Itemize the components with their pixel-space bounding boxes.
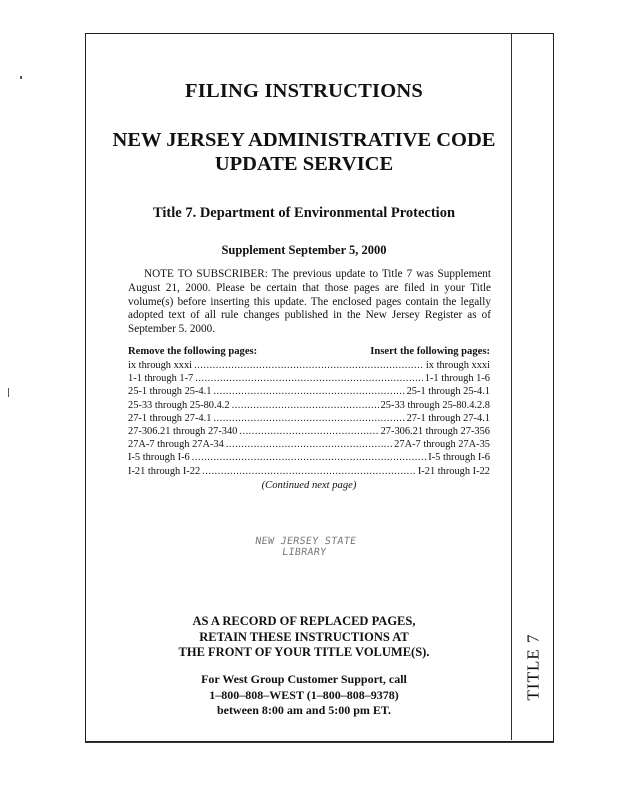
remove-pages: 1-1 through 1-7: [128, 373, 194, 385]
dot-leader: [232, 400, 379, 411]
code-title: [106, 128, 502, 176]
record-line: RETAIN THESE INSTRUCTIONS AT: [199, 629, 409, 644]
continued-note: (Continued next page): [261, 479, 357, 491]
supplement-date: Supplement September 5, 2000: [221, 243, 387, 257]
subscriber-notice: NOTE TO SUBSCRIBER: The previous update to Title 7 was Supplement August 21, 2000. Please be certain that those pages are filed in your Title volume(s) before inserting this update. The enclosed pages contain the legally adopted text of all rule changes published in the New Jersey Register as of September 5. 2000.: [128, 268, 491, 336]
dot-leader: [202, 466, 416, 477]
insert-pages: ix through xxxi: [425, 360, 490, 371]
dot-leader: [213, 413, 404, 424]
dot-leader: [192, 452, 426, 463]
insert-pages: 27-1 through 27-4.1: [406, 412, 490, 424]
insert-pages: I-5 through I-6: [428, 452, 490, 464]
remove-pages: 25-1 through 25-4.1: [128, 386, 212, 398]
table-row: [128, 360, 490, 373]
table-row: [128, 439, 490, 452]
filing-title: FILING INSTRUCTIONS: [185, 80, 423, 102]
code-title-line1: NEW JERSEY ADMINISTRATIVE CODE: [112, 129, 496, 151]
record-instructions: [116, 614, 492, 661]
insert-pages: 1-1 through 1-6: [424, 373, 490, 385]
code-title-line2: UPDATE SERVICE: [214, 153, 394, 175]
scan-speck: [8, 388, 9, 397]
insert-pages: 27-306.21 through 27-356: [380, 425, 490, 437]
bottom-rule: [85, 739, 554, 743]
table-row: [128, 373, 490, 386]
table-row: [128, 413, 490, 426]
record-line: AS A RECORD OF REPLACED PAGES,: [192, 614, 416, 628]
insert-pages: 25-33 through 25-80.4.2.8: [380, 399, 490, 411]
spine-tab: [515, 627, 551, 707]
record-line: THE FRONT OF YOUR TITLE VOLUME(S).: [178, 645, 430, 659]
table-row: [128, 452, 490, 465]
library-stamp: NEW JERSEY STATE LIBRARY: [254, 536, 358, 558]
page-replacement-table: [128, 346, 490, 491]
spine-label: TITLE 7: [523, 633, 543, 701]
dot-leader: [194, 360, 424, 371]
dot-leader: [195, 373, 423, 384]
insert-header: Insert the following pages:: [370, 346, 490, 357]
remove-pages: 27-1 through 27-4.1: [128, 412, 212, 424]
table-header: [128, 346, 490, 360]
insert-pages: 27A-7 through 27A-35: [394, 439, 490, 451]
remove-pages: 27A-7 through 27A-34: [128, 439, 224, 451]
customer-support: [116, 672, 492, 719]
support-phone: 1–800–808–WEST (1–800–808–9378): [209, 687, 399, 702]
table-row: [128, 400, 490, 413]
table-row: [128, 426, 490, 439]
title-heading: Title 7. Department of Environmental Protection: [152, 205, 456, 221]
remove-pages: 27-306.21 through 27-340: [128, 425, 238, 437]
spine-divider: [511, 33, 512, 740]
dot-leader: [226, 439, 392, 450]
table-row: [128, 466, 490, 479]
remove-pages: I-5 through I-6: [128, 452, 190, 464]
dot-leader: [213, 386, 404, 397]
remove-pages: ix through xxxi: [128, 360, 193, 371]
remove-pages: I-21 through I-22: [128, 465, 201, 477]
scan-speck: [20, 76, 22, 79]
insert-pages: I-21 through I-22: [417, 465, 490, 477]
dot-leader: [239, 426, 378, 437]
support-hours: between 8:00 am and 5:00 pm ET.: [216, 703, 392, 717]
support-line: For West Group Customer Support, call: [201, 672, 407, 686]
table-row: [128, 386, 490, 399]
remove-header: Remove the following pages:: [128, 346, 258, 357]
remove-pages: 25-33 through 25-80.4.2: [128, 399, 230, 411]
insert-pages: 25-1 through 25-4.1: [406, 386, 490, 398]
